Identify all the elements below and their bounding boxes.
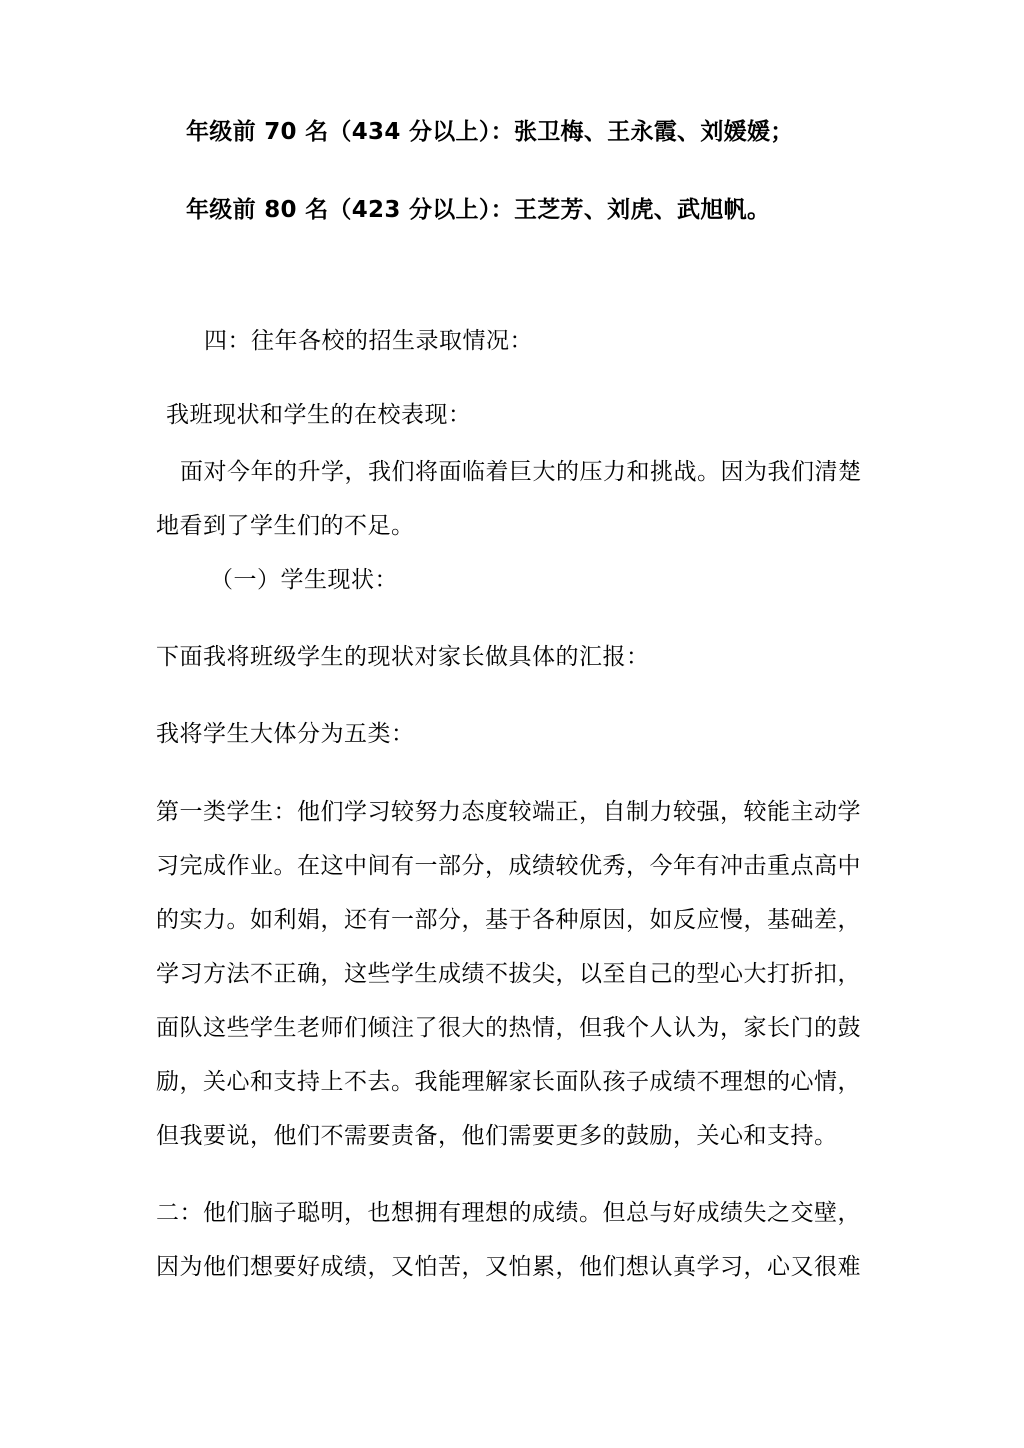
intro-paragraph-line: 面对今年的升学，我们将面临着巨大的压力和挑战。因为我们清楚	[180, 459, 862, 485]
categories-line: 我将学生大体分为五类：	[156, 721, 415, 747]
category-one-line: 的实力。如利娟，还有一部分，基于各种原因，如反应慢，基础差，	[156, 907, 861, 933]
ranking-line-top70: 年级前 70 名（434 分以上）：张卫梅、王永霞、刘媛媛；	[186, 119, 794, 145]
category-one-line: 励，关心和支持上不去。我能理解家长面队孩子成绩不理想的心情，	[156, 1069, 861, 1095]
class-status-heading: 我班现状和学生的在校表现：	[166, 402, 472, 428]
category-one-line: 但我要说，他们不需要责备，他们需要更多的鼓励，关心和支持。	[156, 1123, 838, 1149]
category-two-line: 因为他们想要好成绩，又怕苦，又怕累，他们想认真学习，心又很难	[156, 1254, 861, 1280]
category-one-line: 习完成作业。在这中间有一部分，成绩较优秀，今年有冲击重点高中	[156, 853, 861, 879]
report-line: 下面我将班级学生的现状对家长做具体的汇报：	[156, 644, 650, 670]
category-one-line: 面队这些学生老师们倾注了很大的热情，但我个人认为，家长门的鼓	[156, 1015, 861, 1041]
category-two-line: 二：他们脑子聪明，也想拥有理想的成绩。但总与好成绩失之交壁，	[156, 1200, 861, 1226]
ranking-line-top80: 年级前 80 名（423 分以上）：王芝芳、刘虎、武旭帆。	[186, 197, 771, 223]
category-one-line: 学习方法不正确，这些学生成绩不拔尖，以至自己的型心大打折扣，	[156, 961, 861, 987]
section-four-heading: 四：往年各校的招生录取情况：	[204, 328, 533, 354]
sub-heading-student-status: （一）学生现状：	[210, 567, 398, 593]
category-one-line: 第一类学生：他们学习较努力态度较端正，自制力较强，较能主动学	[156, 799, 861, 825]
intro-paragraph-line: 地看到了学生们的不足。	[156, 513, 415, 539]
